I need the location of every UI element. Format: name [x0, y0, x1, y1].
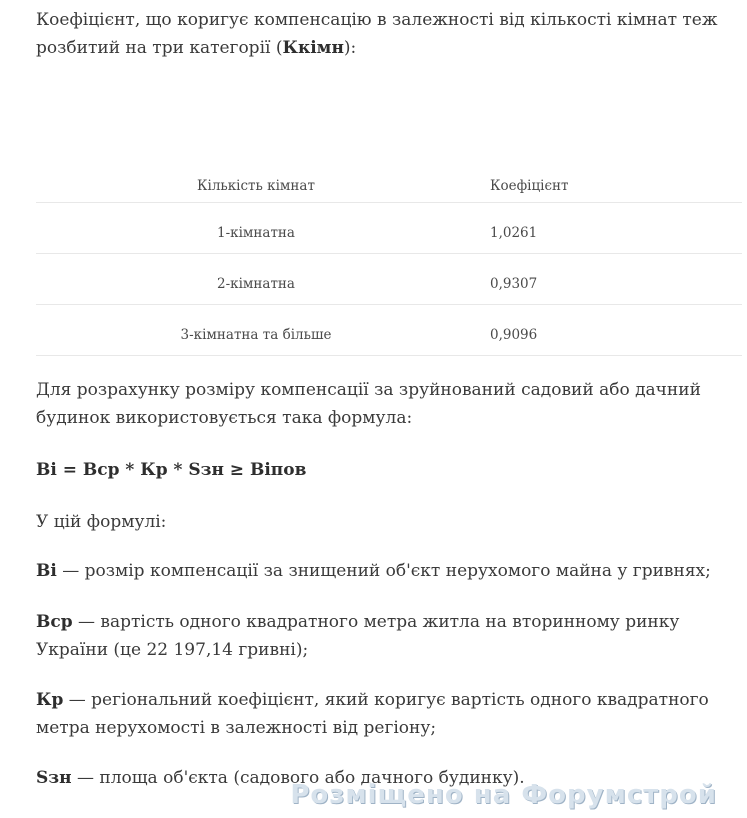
definition-paragraph [36, 686, 736, 742]
intro-bold-term: Ккімн [282, 38, 344, 58]
definition-term: Кр [36, 690, 64, 710]
table-row [36, 203, 742, 254]
definition-paragraph [36, 608, 736, 664]
formula-paragraph [36, 456, 736, 484]
formula-intro-paragraph: Для розрахунку розміру компенсації за зруйнований садовий або дачний будинок використовується така формула: [36, 380, 701, 428]
table-row [36, 305, 742, 356]
definition-text: — вартість одного квадратного метра житла на вторинному ринку України (це 22 197,14 гривні); [36, 612, 680, 660]
cell-coefficient: 0,9307 [490, 276, 538, 292]
cell-coefficient: 1,0261 [490, 225, 538, 241]
cell-rooms: 3-кімнатна та більше [180, 327, 332, 343]
header-coefficient: Коефіцієнт [490, 178, 569, 194]
intro-paragraph [36, 6, 736, 62]
definition-term: Sзн [36, 768, 72, 788]
definition-paragraph [36, 557, 736, 585]
intro-end: ): [343, 38, 357, 58]
definition-term: Bі [36, 561, 57, 581]
forum-watermark: Розміщено на Форумстрой [290, 780, 717, 810]
coefficient-table [36, 170, 742, 356]
definition-text: — регіональний коефіцієнт, який коригує вартість одного квадратного метра нерухомості в залежності від регіону; [36, 690, 709, 738]
definition-text: — площа об'єкта (садового або дачного будинку). [71, 768, 525, 788]
definition-term: Bср [36, 612, 73, 632]
in-formula-paragraph: У цій формулі: [36, 512, 167, 532]
cell-rooms: 1-кімнатна [217, 225, 295, 241]
definition-text: — розмір компенсації за знищений об'єкт нерухомого майна у гривнях; [56, 561, 711, 581]
formula: Bі = Bср * Кр * Sзн ≥ Віпов [36, 460, 307, 480]
cell-coefficient: 0,9096 [490, 327, 538, 343]
table-row [36, 254, 742, 305]
header-rooms: Кількість кімнат [197, 178, 315, 194]
intro-text: Коефіцієнт, що коригує компенсацію в залежності від кількості кімнат теж розбитий на три категорії ( [36, 10, 718, 58]
table-header-row [36, 170, 742, 203]
cell-rooms: 2-кімнатна [217, 276, 295, 292]
